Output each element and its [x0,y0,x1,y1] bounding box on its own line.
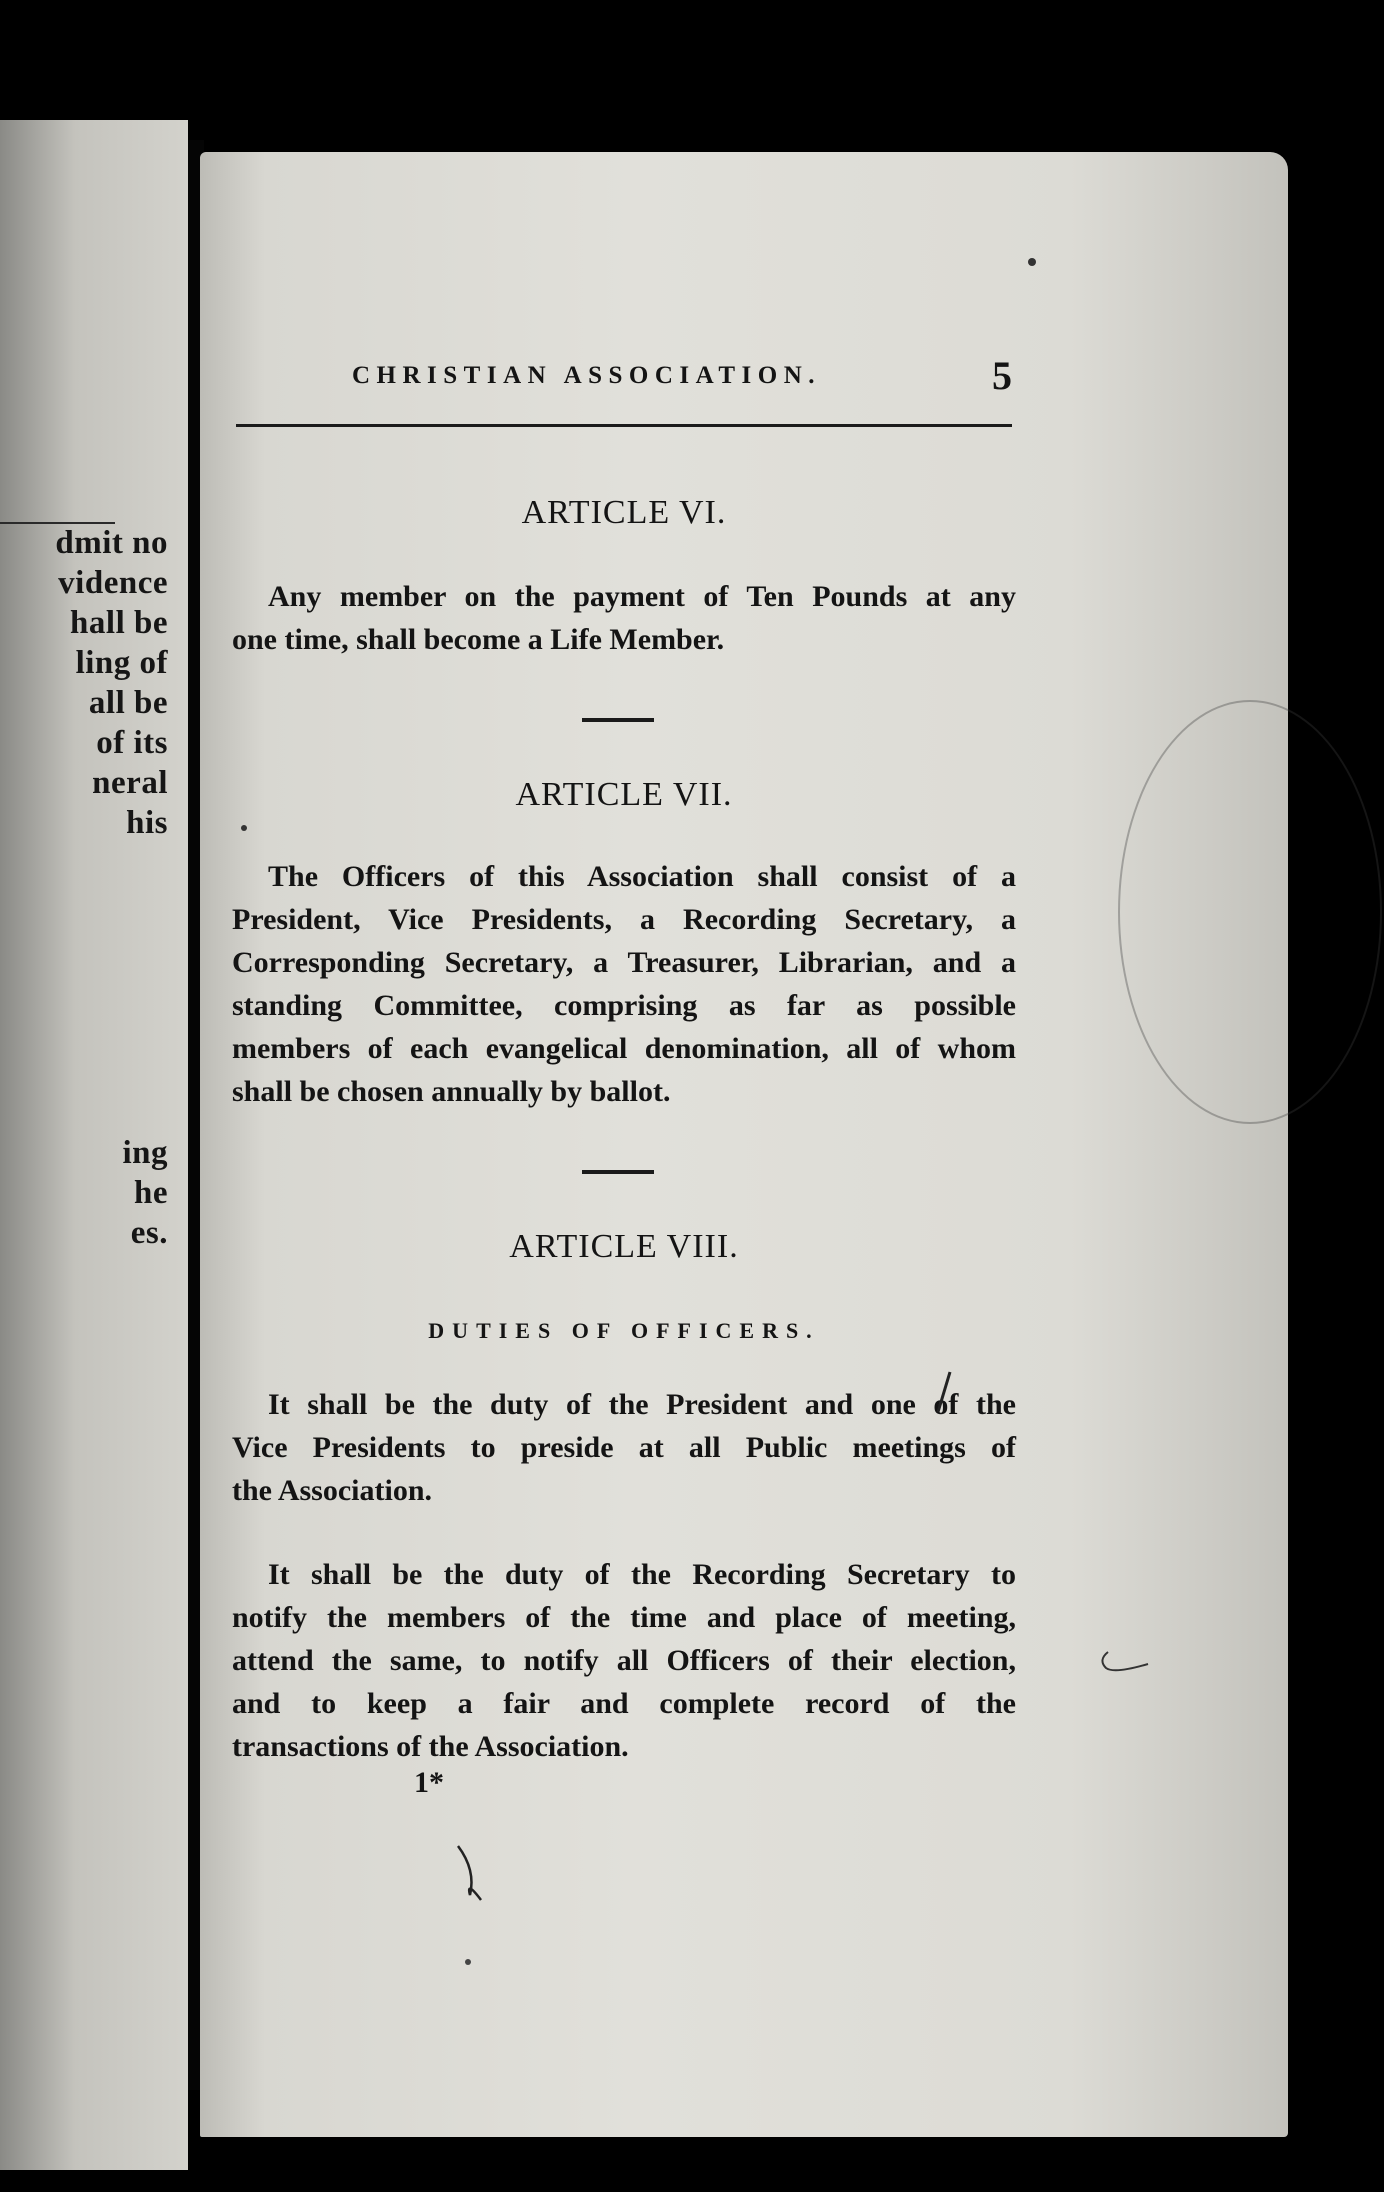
text-line: Any member on the payment of Ten Pounds at any [268,580,1016,613]
facing-page-fragment: his [126,805,168,841]
text-line: It shall be the duty of the President and one of the [268,1388,1016,1421]
text-line: President, Vice Presidents, a Recording Secretary, a [232,903,1016,936]
article-6-heading: ARTICLE VI. [521,494,727,531]
article-7-heading: ARTICLE VII. [515,776,733,813]
text-line: notify the members of the time and place of meeting, [232,1601,1016,1634]
facing-page-fragment: hall be [70,605,168,641]
text-line: one time, shall become a Life Member. [232,623,725,656]
text-line: attend the same, to notify all Officers of their election, [232,1644,1016,1677]
text-line: The Officers of this Association shall consist of a [268,860,1016,893]
article-8-heading: ARTICLE VIII. [509,1228,739,1265]
text-line: members of each evangelical denomination, all of whom [232,1032,1016,1065]
facing-page-fragment: es. [130,1215,168,1251]
text-line: transactions of the Association. [232,1730,629,1763]
text-line: standing Committee, comprising as far as possible [232,989,1016,1022]
section-separator [582,718,654,722]
facing-page-rule [0,522,115,524]
show-through-stain [1118,700,1382,1124]
text-line: Corresponding Secretary, a Treasurer, Librarian, and a [232,946,1016,979]
book-page [200,152,1288,2137]
article-8-paragraph-1 [232,1383,1016,1512]
article-7-paragraph [232,855,1016,1113]
facing-page-fragment: dmit no [55,525,168,561]
article-8-subheading: DUTIES OF OFFICERS. [428,1318,820,1343]
header-rule [236,424,1012,427]
text-line: It shall be the duty of the Recording Secretary to [268,1558,1016,1591]
facing-page-fragment: ing [122,1135,168,1171]
article-8-paragraph-2 [232,1553,1016,1768]
section-separator [582,1170,654,1174]
text-line: and to keep a fair and complete record of the [232,1687,1016,1720]
facing-page-fragment: vidence [58,565,168,601]
running-head: CHRISTIAN ASSOCIATION. [352,362,822,389]
signature-mark: 1* [414,1766,444,1799]
text-line: the Association. [232,1474,433,1507]
facing-page-fragment: ling of [75,645,168,681]
text-line: shall be chosen annually by ballot. [232,1075,671,1108]
facing-page-fragment: of its [96,725,168,761]
facing-page-fragment: neral [92,765,168,801]
facing-page [0,120,188,2170]
text-line: Vice Presidents to preside at all Public meetings of [232,1431,1016,1464]
facing-page-fragment: all be [88,685,168,721]
page-number: 5 [992,353,1012,398]
article-6-paragraph [232,575,1016,661]
facing-page-fragment: he [134,1175,168,1211]
